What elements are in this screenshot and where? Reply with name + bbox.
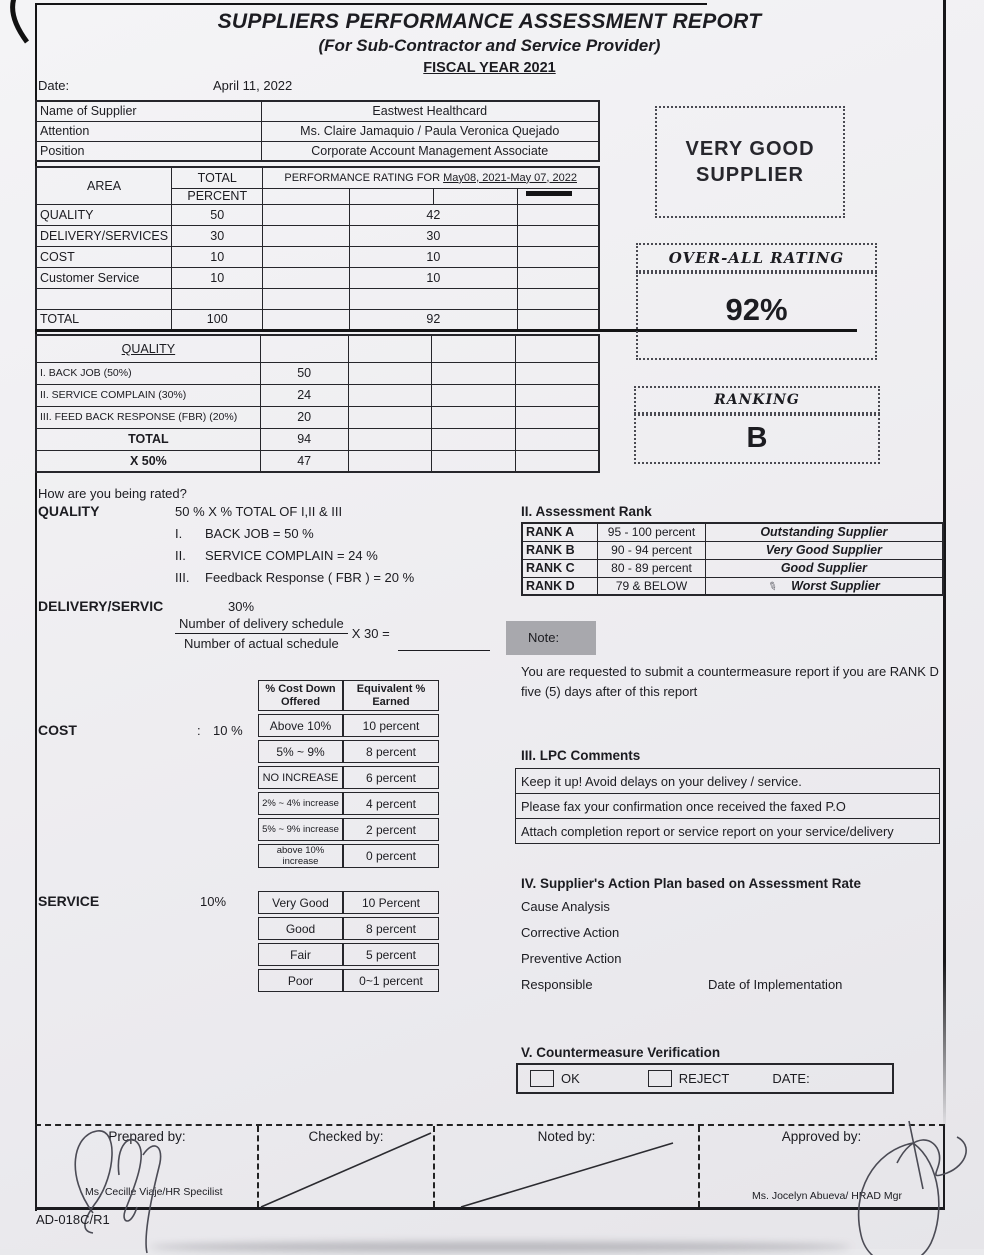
table-row: 5% ~ 9% 8 percent bbox=[258, 740, 439, 763]
overall-rating-value-box: 92% bbox=[636, 272, 877, 360]
table-row bbox=[36, 101, 599, 121]
ranking-label-box: RANKING bbox=[634, 386, 880, 414]
quality-item-label: II. SERVICE COMPLAIN (30%) bbox=[36, 384, 260, 406]
checked-by-label: Checked by: bbox=[308, 1129, 384, 1144]
form-top-border bbox=[35, 3, 707, 5]
table-row: Above 10% 10 percent bbox=[258, 714, 439, 737]
table-row bbox=[36, 204, 599, 225]
table-row bbox=[36, 362, 599, 384]
date-of-implementation-label: Date of Implementation bbox=[708, 977, 843, 992]
signature-block bbox=[35, 1124, 945, 1210]
cost-table bbox=[258, 677, 439, 871]
bottom-smudge bbox=[150, 1242, 850, 1252]
table-row: 2% ~ 4% increase 4 percent bbox=[258, 792, 439, 815]
supplier-name-value: Eastwest Healthcard bbox=[261, 101, 599, 121]
quality-explain-label: QUALITY bbox=[38, 503, 100, 519]
overall-rating-label-box: OVER-ALL RATING bbox=[636, 243, 877, 272]
delivery-formula bbox=[175, 616, 490, 651]
supplier-info-table bbox=[35, 100, 600, 162]
date-value: April 11, 2022 bbox=[213, 78, 293, 93]
area-rating-table bbox=[35, 166, 600, 331]
delivery-fraction bbox=[175, 616, 348, 651]
service-percent: 10% bbox=[200, 894, 227, 909]
fraction-suffix: X 30 = bbox=[351, 626, 390, 641]
table-row: NO INCREASE 6 percent bbox=[258, 766, 439, 789]
fiscal-year: FISCAL YEAR 2021 bbox=[423, 60, 556, 76]
pen-mark-icon: ✎ bbox=[765, 579, 780, 595]
delivery-explain-label: DELIVERY/SERVIC bbox=[38, 598, 164, 614]
area-rating: 10 bbox=[349, 267, 518, 288]
action-plan-item: Cause Analysis bbox=[521, 899, 610, 914]
table-row: Fair 5 percent bbox=[258, 943, 439, 966]
ink-smear-artifact bbox=[526, 191, 572, 196]
table-row bbox=[258, 680, 439, 711]
prepared-by-cell bbox=[37, 1126, 259, 1207]
ok-label: OK bbox=[561, 1071, 580, 1086]
quality-formula: 50 % X % TOTAL OF I,II & III bbox=[175, 504, 343, 519]
area-rating: 92 bbox=[349, 309, 518, 330]
approved-by-label: Approved by: bbox=[781, 1129, 862, 1144]
cost-col2-header: Equivalent % Earned bbox=[343, 680, 439, 711]
noted-by-label: Noted by: bbox=[537, 1129, 596, 1144]
lpc-comments-table bbox=[515, 768, 940, 844]
supplier-class-line2: SUPPLIER bbox=[695, 164, 805, 186]
verification-date-label: DATE: bbox=[772, 1071, 810, 1086]
area-rating: 10 bbox=[349, 246, 518, 267]
reject-label: REJECT bbox=[678, 1071, 730, 1086]
table-row: 5% ~ 9% increase 2 percent bbox=[258, 818, 439, 841]
fraction-denominator: Number of actual schedule bbox=[184, 636, 339, 651]
report-subtitle: (For Sub-Contractor and Service Provider) bbox=[318, 36, 661, 55]
assessment-rank-title: II. Assessment Rank bbox=[521, 504, 652, 519]
table-row: Poor 0~1 percent bbox=[258, 969, 439, 992]
table-row bbox=[36, 225, 599, 246]
list-item: III. Feedback Response ( FBR ) = 20 % bbox=[175, 570, 415, 585]
area-rating: 42 bbox=[349, 204, 518, 225]
area-total: 100 bbox=[172, 309, 263, 330]
note-text: You are requested to submit a countermeasure report if you are RANK D five (5) days after of this report bbox=[521, 664, 939, 699]
lpc-comments-title: III. LPC Comments bbox=[521, 748, 641, 763]
table-row bbox=[36, 267, 599, 288]
approved-by-name: Ms. Jocelyn Abueva/ HRAD Mgr bbox=[752, 1190, 902, 1202]
rating-intro: How are you being rated? bbox=[38, 486, 187, 501]
assessment-rank-table bbox=[521, 522, 944, 596]
quality-total-value: 94 bbox=[260, 428, 348, 450]
area-col-header: AREA bbox=[36, 167, 172, 204]
percent-col-header: PERCENT bbox=[172, 188, 263, 204]
area-label: QUALITY bbox=[36, 204, 172, 225]
prepared-by-name: Ms. Cecille Viaje/HR Specilist bbox=[85, 1186, 223, 1198]
attention-value: Ms. Claire Jamaquio / Paula Veronica Quejado bbox=[261, 121, 599, 141]
quality-item-label: I. BACK JOB (50%) bbox=[36, 362, 260, 384]
table-row bbox=[36, 167, 599, 188]
lpc-comment: Please fax your confirmation once received the faxed P.O bbox=[516, 794, 940, 819]
blank-answer-line bbox=[398, 637, 490, 651]
area-total-label: TOTAL bbox=[36, 309, 172, 330]
table-row bbox=[516, 794, 940, 819]
table-row bbox=[36, 141, 599, 161]
quality-x50-label: X 50% bbox=[36, 450, 260, 472]
area-rating: 30 bbox=[349, 225, 518, 246]
attention-label: Attention bbox=[36, 121, 261, 141]
total-col-header: TOTAL bbox=[172, 167, 263, 188]
quality-section-header bbox=[36, 335, 260, 362]
countermeasure-box bbox=[516, 1063, 894, 1094]
quality-item-value: 24 bbox=[260, 384, 348, 406]
list-item: II. SERVICE COMPLAIN = 24 % bbox=[175, 548, 378, 563]
table-row bbox=[36, 384, 599, 406]
rating-period-text: May08, 2021-May 07, 2022 bbox=[443, 171, 577, 184]
delivery-percent: 30% bbox=[228, 599, 255, 614]
ranking-value-box: B bbox=[634, 414, 880, 464]
reject-checkbox bbox=[648, 1070, 672, 1087]
table-row bbox=[36, 246, 599, 267]
area-label: DELIVERY/SERVICES bbox=[36, 225, 172, 246]
approved-by-cell bbox=[700, 1126, 943, 1207]
action-plan-item: Corrective Action bbox=[521, 925, 620, 940]
quality-item-value: 50 bbox=[260, 362, 348, 384]
ok-checkbox bbox=[530, 1070, 554, 1087]
table-row bbox=[516, 819, 940, 844]
table-row bbox=[36, 406, 599, 428]
cost-percent: 10 % bbox=[213, 723, 243, 738]
list-item: I. BACK JOB = 50 % bbox=[175, 526, 314, 541]
table-row: RANK A 95 - 100 percent Outstanding Supplier bbox=[522, 523, 943, 541]
table-row: Very Good 10 Percent bbox=[258, 891, 439, 914]
corner-scan-mark bbox=[0, 0, 40, 50]
rating-col-header bbox=[263, 167, 599, 188]
prepared-by-label: Prepared by: bbox=[108, 1129, 186, 1144]
noted-by-cell bbox=[435, 1126, 700, 1207]
quality-x50-value: 47 bbox=[260, 450, 348, 472]
table-row: RANK D 79 & BELOW ✎ Worst Supplier bbox=[522, 577, 943, 595]
cost-label: COST bbox=[38, 722, 77, 738]
lpc-comment: Attach completion report or service report on your service/delivery bbox=[516, 819, 940, 844]
position-value: Corporate Account Management Associate bbox=[261, 141, 599, 161]
position-label: Position bbox=[36, 141, 261, 161]
responsible-label: Responsible bbox=[521, 977, 593, 992]
service-table bbox=[258, 888, 439, 995]
service-label: SERVICE bbox=[38, 893, 100, 909]
table-row bbox=[36, 428, 599, 450]
supplier-name-label: Name of Supplier bbox=[36, 101, 261, 121]
quality-formula-items bbox=[175, 526, 414, 592]
lpc-comment: Keep it up! Avoid delays on your delivey / service. bbox=[516, 769, 940, 794]
table-row bbox=[36, 121, 599, 141]
quality-header-text: QUALITY bbox=[121, 341, 176, 356]
action-plan-title: IV. Supplier's Action Plan based on Assessment Rate bbox=[521, 876, 862, 891]
form-code: AD-018C/R1 bbox=[36, 1212, 110, 1227]
area-total: 10 bbox=[172, 267, 263, 288]
action-plan-item: Preventive Action bbox=[521, 951, 622, 966]
table-row bbox=[36, 335, 599, 362]
quality-item-label: III. FEED BACK RESPONSE (FBR) (20%) bbox=[36, 406, 260, 428]
table-row: RANK C 80 - 89 percent Good Supplier bbox=[522, 559, 943, 577]
table-row bbox=[36, 450, 599, 472]
table-row bbox=[36, 288, 599, 309]
table-row: Good 8 percent bbox=[258, 917, 439, 940]
cost-col1-header: % Cost Down Offered bbox=[258, 680, 343, 711]
area-label: COST bbox=[36, 246, 172, 267]
area-total: 50 bbox=[172, 204, 263, 225]
quality-total-label: TOTAL bbox=[36, 428, 260, 450]
quality-item-value: 20 bbox=[260, 406, 348, 428]
fraction-numerator: Number of delivery schedule bbox=[175, 616, 348, 634]
cost-colon: : bbox=[197, 723, 201, 738]
table-row: above 10% increase 0 percent bbox=[258, 844, 439, 868]
table-row: RANK B 90 - 94 percent Very Good Supplier bbox=[522, 541, 943, 559]
supplier-class-line1: VERY GOOD bbox=[685, 138, 815, 160]
area-total: 10 bbox=[172, 246, 263, 267]
countermeasure-title: V. Countermeasure Verification bbox=[521, 1045, 721, 1060]
date-label: Date: bbox=[38, 78, 70, 93]
report-title: SUPPLIERS PERFORMANCE ASSESSMENT REPORT bbox=[217, 10, 762, 33]
table-row bbox=[36, 309, 599, 330]
area-total: 30 bbox=[172, 225, 263, 246]
quality-breakdown-table bbox=[35, 334, 600, 473]
rating-head-text: PERFORMANCE RATING FOR bbox=[284, 171, 444, 184]
supplier-class-badge bbox=[655, 106, 845, 218]
checked-by-cell bbox=[259, 1126, 435, 1207]
note-label-box: Note: bbox=[506, 621, 596, 655]
area-label: Customer Service bbox=[36, 267, 172, 288]
table-row bbox=[516, 769, 940, 794]
